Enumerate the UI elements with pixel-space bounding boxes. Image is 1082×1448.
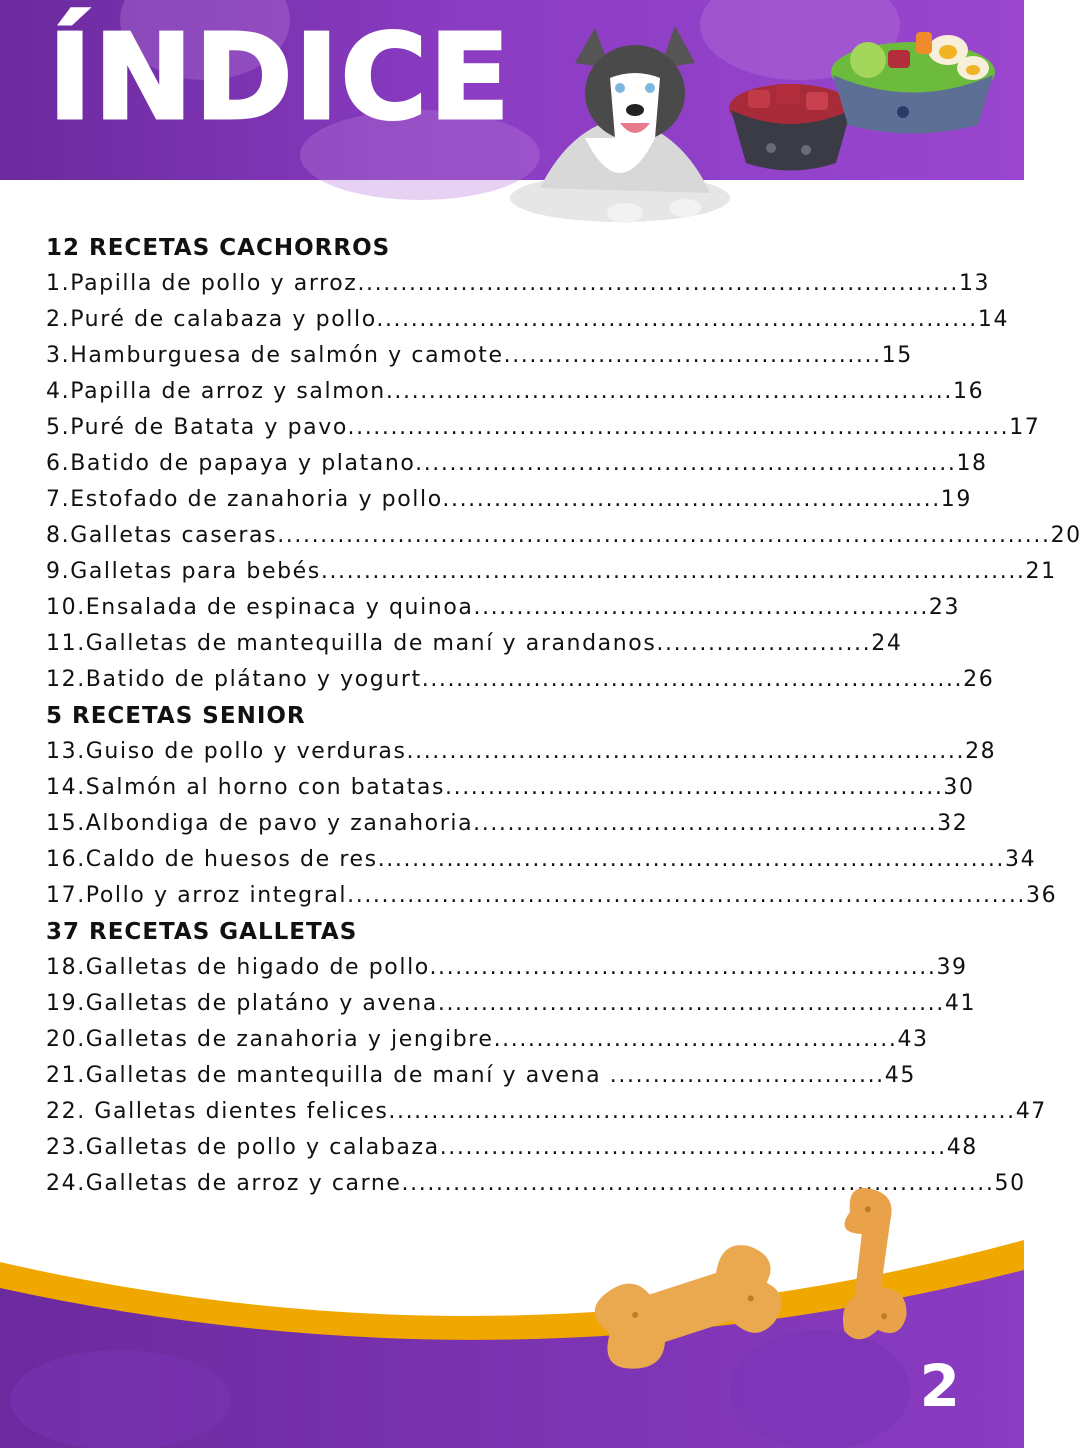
toc-entry: 6.Batido de papaya y platano...............................................................18 [46,451,988,476]
toc-entry: 3.Hamburguesa de salmón y camote............................................15 [46,343,913,368]
toc-entry: 23.Galletas de pollo y calabaza...........................................................48 [46,1135,978,1160]
toc-entry: 19.Galletas de platáno y avena...........................................................41 [46,991,977,1016]
page-title: ÍNDICE [48,8,512,146]
toc-entry: 16.Caldo de huesos de res.........................................................................34 [46,847,1037,872]
toc-entry: 22. Galletas dientes felices.........................................................................47 [46,1099,1047,1124]
toc-entry: 5.Puré de Batata y pavo.............................................................................17 [46,415,1041,440]
toc-entry: 18.Galletas de higado de pollo...........................................................39 [46,955,968,980]
toc-entry: 20.Galletas de zanahoria y jengibre...............................................43 [46,1027,929,1052]
toc-entry: 1.Papilla de pollo y arroz......................................................................13 [46,271,991,296]
toc-entry: 15.Albondiga de pavo y zanahoria......................................................32 [46,811,969,836]
toc-entry: 10.Ensalada de espinaca y quinoa.....................................................23 [46,595,961,620]
toc-entry: 13.Guiso de pollo y verduras.................................................................28 [46,739,997,764]
toc-entry: 8.Galletas caseras..........................................................................................20 [46,523,1082,548]
toc-section-heading: 37 RECETAS GALLETAS [46,919,358,945]
food-bowl-image [828,10,998,140]
toc-entry: 12.Batido de plátano y yogurt...............................................................26 [46,667,995,692]
toc-entry: 7.Estofado de zanahoria y pollo..........................................................19 [46,487,972,512]
table-of-contents [46,230,1082,1202]
toc-entry: 24.Galletas de arroz y carne.....................................................................50 [46,1171,1026,1196]
toc-entry: 17.Pollo y arroz integral...............................................................................36 [46,883,1058,908]
husky-dog-image [500,8,730,230]
toc-entry: 21.Galletas de mantequilla de maní y avena ................................45 [46,1063,916,1088]
page-number: 2 [919,1352,960,1420]
toc-entry: 11.Galletas de mantequilla de maní y arandanos.........................24 [46,631,903,656]
toc-section-heading: 5 RECETAS SENIOR [46,703,306,729]
toc-section-heading: 12 RECETAS CACHORROS [46,235,391,261]
toc-entry: 9.Galletas para bebés..................................................................................21 [46,559,1057,584]
toc-entry: 4.Papilla de arroz y salmon..................................................................16 [46,379,985,404]
dog-biscuit-image [582,1188,952,1420]
toc-entry: 2.Puré de calabaza y pollo......................................................................14 [46,307,1010,332]
toc-entry: 14.Salmón al horno con batatas..........................................................30 [46,775,975,800]
